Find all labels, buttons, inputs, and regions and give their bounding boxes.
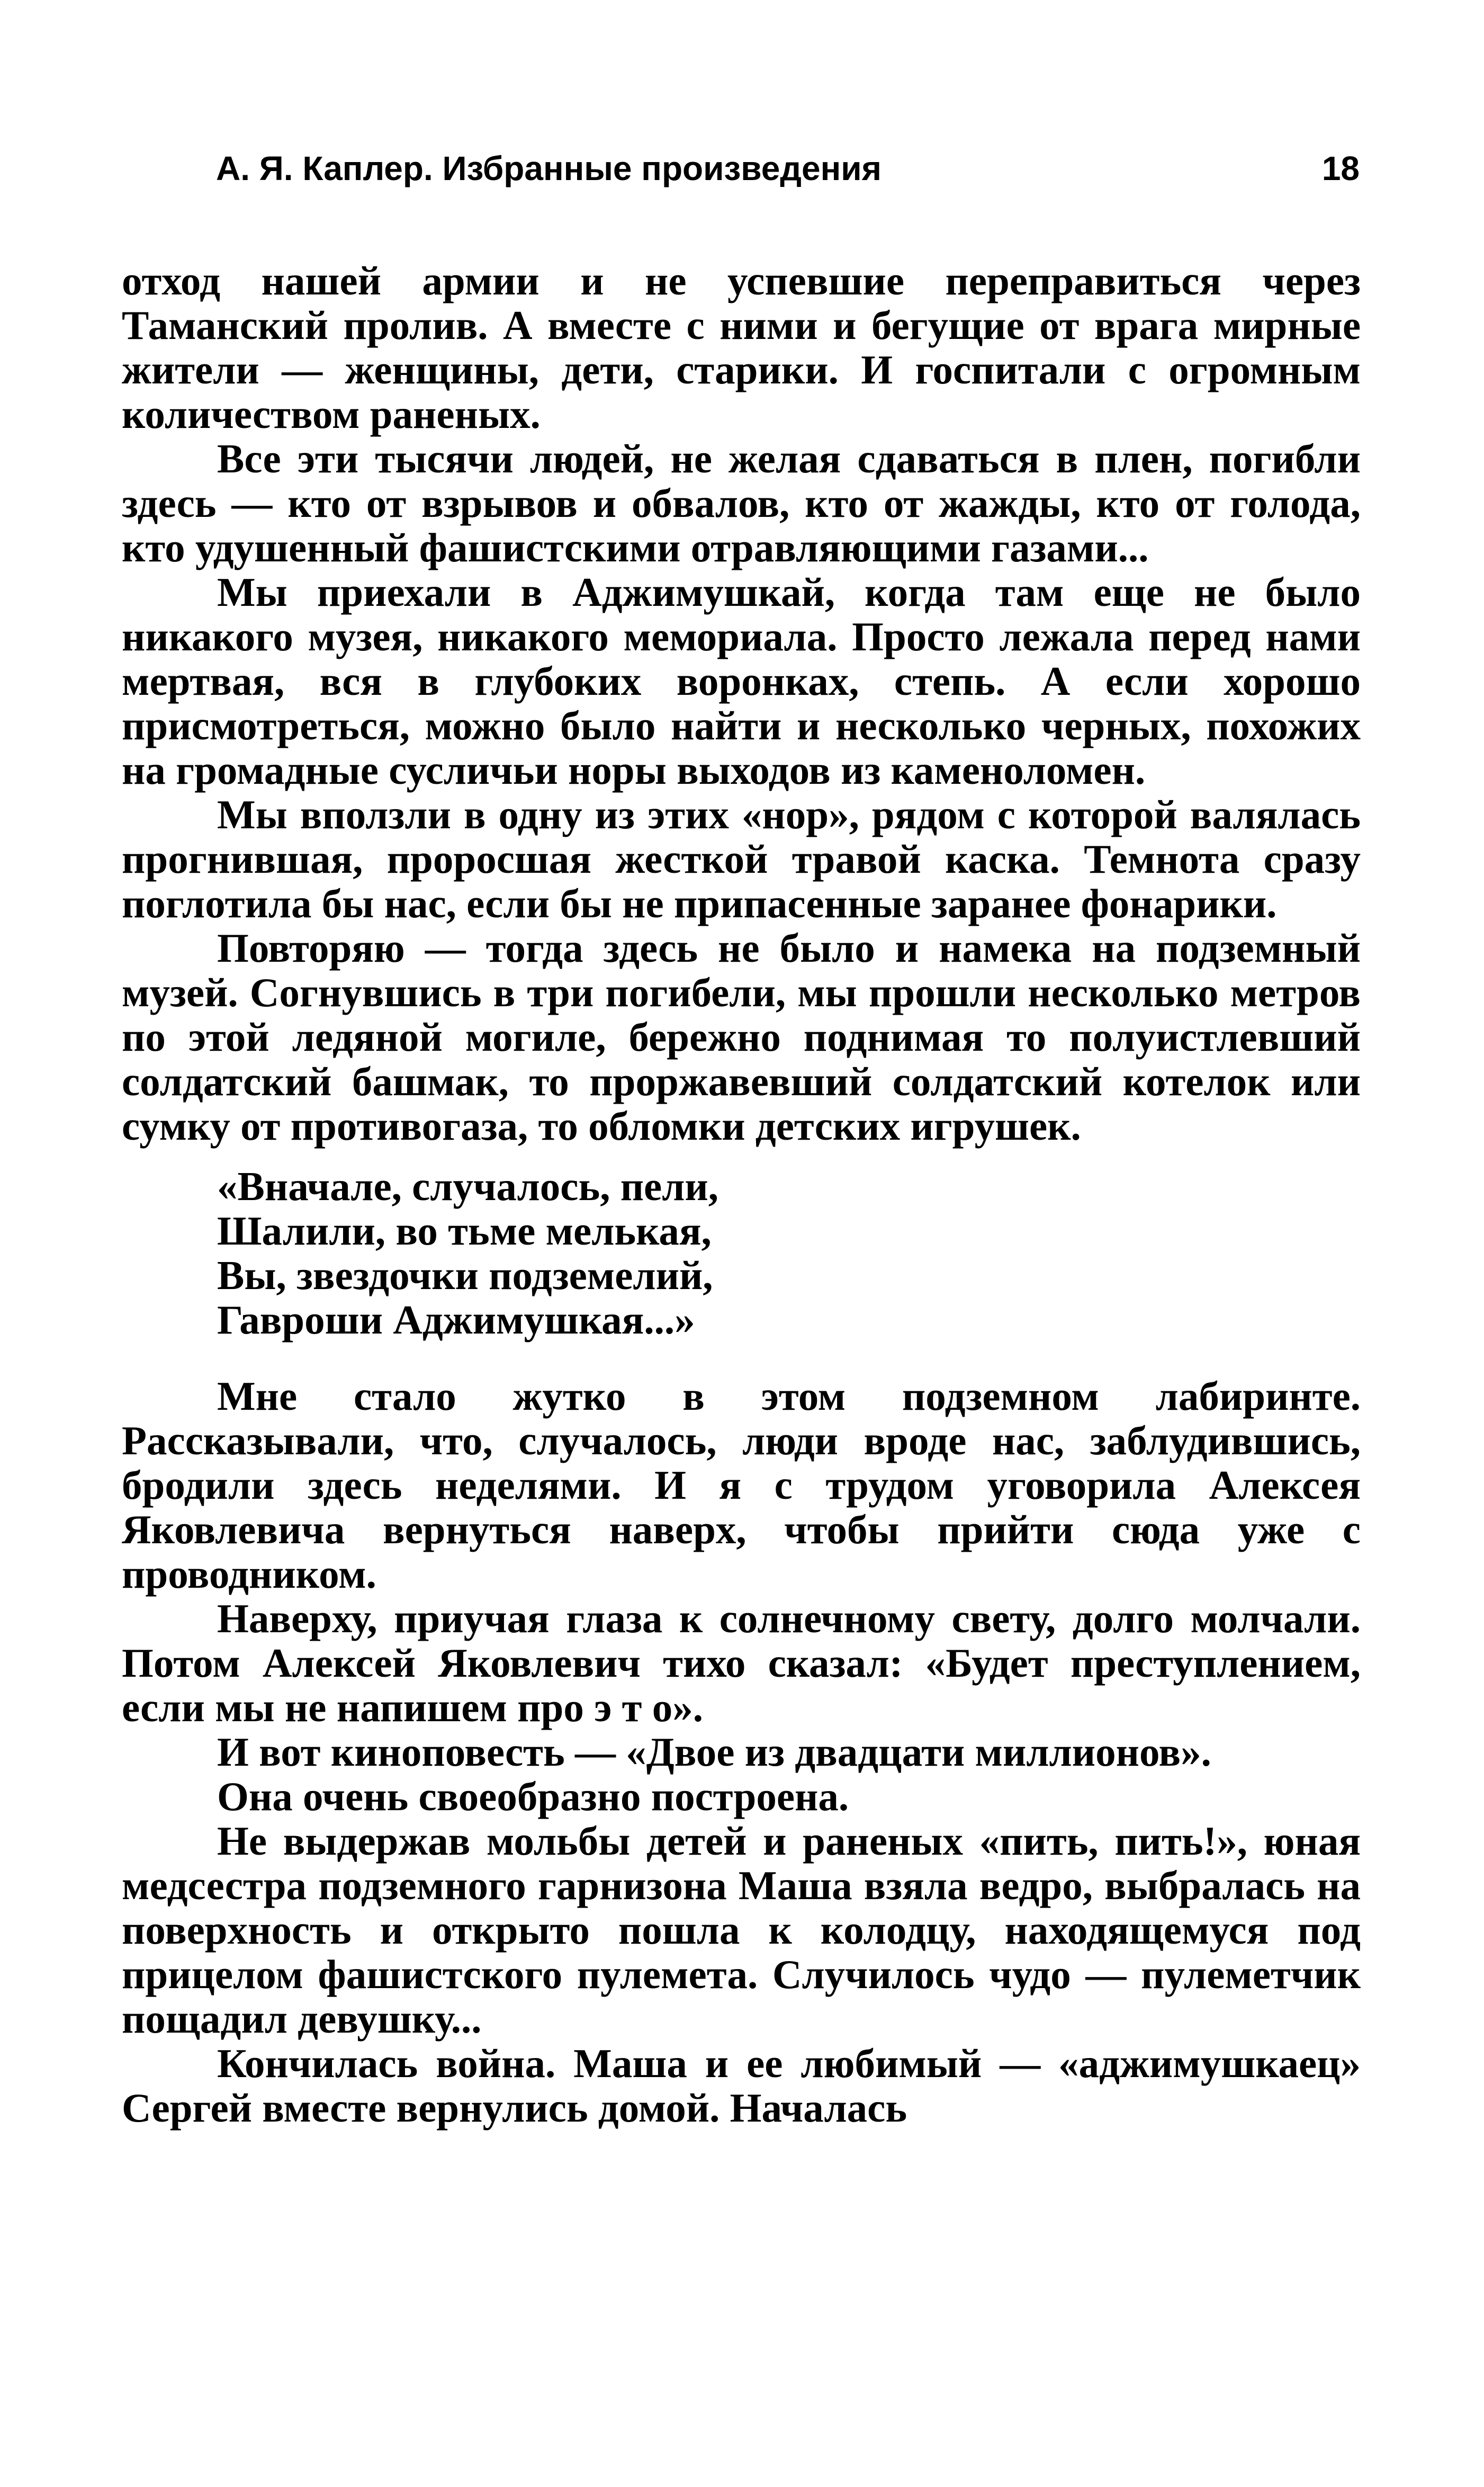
paragraph: Мне стало жутко в этом подземном лабиринте. Рассказывали, что, случалось, люди вроде нас, заблудившись, бродили здесь неделями. И я с трудом уговорила Алексея Яковлевича вернуться наверх, чтобы прийти сюда уже с проводником. [122, 1373, 1361, 1597]
verse-line: «Вначале, случалось, пели, [217, 1164, 719, 1209]
verse-quote [217, 1164, 1361, 1342]
verse-line: Вы, звездочки подземелий, [217, 1253, 713, 1298]
body-text [122, 258, 1361, 2130]
paragraph: Мы вползли в одну из этих «нор», рядом с которой валялась прогнившая, проросшая жесткой травой каска. Темнота сразу поглотила бы нас, если бы не припасенные заранее фонарики. [122, 792, 1361, 926]
paragraph: И вот киноповесть — «Двое из двадцати миллионов». [217, 1729, 1211, 1775]
paragraph: Наверху, приучая глаза к солнечному свету, долго молчали. Потом Алексей Яковлевич тихо сказал: «Будет преступлением, если мы не напишем про э т о». [122, 1596, 1361, 1730]
running-title: А. Я. Каплер. Избранные произведения [216, 149, 882, 187]
paragraph: Она очень своеобразно построена. [217, 1774, 849, 1819]
paragraph: Все эти тысячи людей, не желая сдаваться в плен, погибли здесь — кто от взрывов и обвалов, кто от жажды, кто от голода, кто удушенный фашистскими отравляющими газами... [122, 436, 1361, 570]
verse-line: Гавроши Аджимушкая...» [217, 1297, 695, 1343]
paragraph: Повторяю — тогда здесь не было и намека на подземный музей. Согнувшись в три погибели, мы прошли несколько метров по этой ледяной могиле, бережно поднимая то полуистлевший солдатский башмак, то проржавевший солдатский котелок или сумку от противогаза, то обломки детских игрушек. [122, 925, 1361, 1149]
paragraph: Мы приехали в Аджимушкай, когда там еще не было никакого музея, никакого мемориала. Просто лежала перед нами мертвая, вся в глубоких воронках, степь. А если хорошо присмотреться, можно было найти и несколько черных, похожих на громадные сусличьи норы выходов из каменоломен. [122, 569, 1361, 793]
running-header [216, 137, 1360, 200]
verse-line: Шалили, во тьме мелькая, [217, 1208, 712, 1254]
paragraph: Кончилась война. Маша и ее любимый — «аджимушкаец» Сергей вместе вернулись домой. Началась [122, 2041, 1361, 2131]
paragraph: Не выдержав мольбы детей и раненых «пить, пить!», юная медсестра подземного гарнизона Маша взяла ведро, выбралась на поверхность и открыто пошла к колодцу, находящемуся под прицелом фашистского пулемета. Случилось чудо — пулеметчик пощадил девушку... [122, 1818, 1361, 2042]
page-number: 18 [1321, 149, 1360, 187]
paragraph: отход нашей армии и не успевшие переправиться через Таманский пролив. А вместе с ними и бегущие от врага мирные жители — женщины, дети, старики. И госпитали с огромным количеством раненых. [122, 258, 1361, 437]
